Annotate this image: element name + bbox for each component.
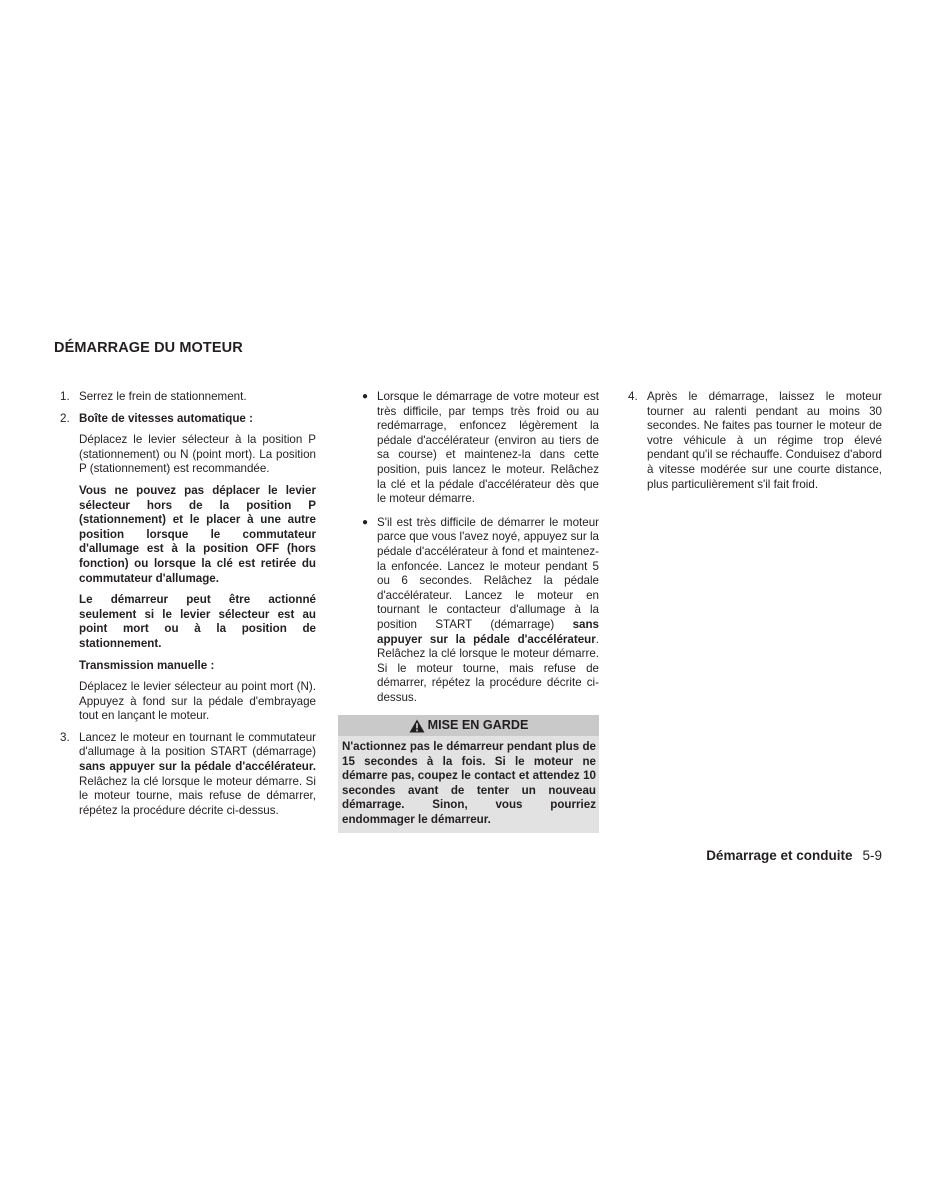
bullet-item [362,390,599,507]
warning-text: N'actionnez pas le démarreur pendant plus de 15 secondes à la fois. Si le moteur ne démarre pas, coupez le contact et attendez 10 secondes avant de tenter un nouveau démarrage. Sinon, vous pourriez endommager le démarreur. [342,740,596,826]
chapter-title: Démarrage et conduite [706,848,853,863]
text-run: Lancez le moteur en tournant le commutateur d'allumage à la position START (démarrage) [79,730,316,759]
paragraph-bold: Le démarreur peut être actionné seulement si le levier sélecteur est au point mort ou à la position de stationnement. [79,593,316,650]
step-number: 2. [60,411,70,425]
text-run: S'il est très difficile de démarrer le moteur parce que vous l'avez noyé, appuyez sur la pédale d'accélérateur à fond et maintenez-la enfoncée. Lancez le moteur pendant 5 ou 6 secondes. Relâchez la pédale d'accélérateur. Lancez le moteur en tournant le contacteur d'allumage à la position START (démarrage) [377,515,599,631]
bullet-text [377,516,599,706]
page-number: 5-9 [862,848,882,863]
step-heading: Boîte de vitesses automatique : [79,411,253,425]
step-2 [60,412,316,427]
column-3 [628,390,882,492]
text-run-bold: sans appuyer sur la pédale d'accélérateur [377,617,599,646]
warning-header [338,715,599,736]
paragraph-bold: Vous ne pouvez pas déplacer le levier sélecteur hors de la position P (stationnement) et le placer à une autre position lorsque le commutateur d'allumage est à la position OFF (hors fonction) ou lorsque la clé est retirée du commutateur d'allumage. [79,483,316,585]
text-run-bold: sans appuyer sur la pédale d'accélérateur. [79,760,316,774]
bullet-dot-icon: ● [362,516,369,528]
bullet-item [362,516,599,706]
paragraph: Déplacez le levier sélecteur au point mort (N). Appuyez à fond sur la pédale d'embrayage tout en lançant le moteur. [79,680,316,723]
paragraph: Déplacez le levier sélecteur à la position P (stationnement) ou N (point mort). La position P (stationnement) est recommandée. [79,433,316,476]
section-title: DÉMARRAGE DU MOTEUR [54,340,243,356]
subheading: Transmission manuelle : [79,658,215,672]
step-number: 3. [60,730,70,744]
text-run: . Relâchez la clé lorsque le moteur démarre. Si le moteur tourne, mais refuse de démarrer, répétez la procédure décrite ci-dessus. [377,632,599,704]
column-1 [60,390,316,818]
step-4 [628,390,882,492]
warning-box [338,715,599,832]
step-text: Serrez le frein de stationnement. [79,390,247,403]
step-1 [60,390,316,405]
bullet-text: Lorsque le démarrage de votre moteur est très difficile, par temps très froid ou au redémarrage, enfoncez légèrement la pédale d'accélérateur (environ au tiers de sa course) et maintenez-la dans cette position, puis lancez le moteur. Relâchez la clé et la pédale d'accélérateur dès que le moteur démarre. [377,390,599,506]
step-text: Après le démarrage, laissez le moteur tourner au ralenti pendant au moins 30 secondes. Ne faites pas tourner le moteur de votre véhicule à un régime trop élevé pendant qu'il se réchauffe. Conduisez d'abord à vitesse modérée sur une courte distance, plus particulièrement s'il fait froid. [647,390,882,491]
column-2 [342,390,599,833]
page-footer [706,848,882,863]
step-number: 4. [628,390,638,403]
text-run: Relâchez la clé lorsque le moteur démarre. Si le moteur tourne, mais refuse de démarrer, répétez la procédure décrite ci-dessus. [79,774,316,817]
step-text [79,731,316,819]
step-3 [60,731,316,819]
bullet-dot-icon: ● [362,391,369,402]
warning-title: MISE EN GARDE [427,718,529,733]
warning-triangle-icon [409,719,425,733]
step-number: 1. [60,390,70,403]
